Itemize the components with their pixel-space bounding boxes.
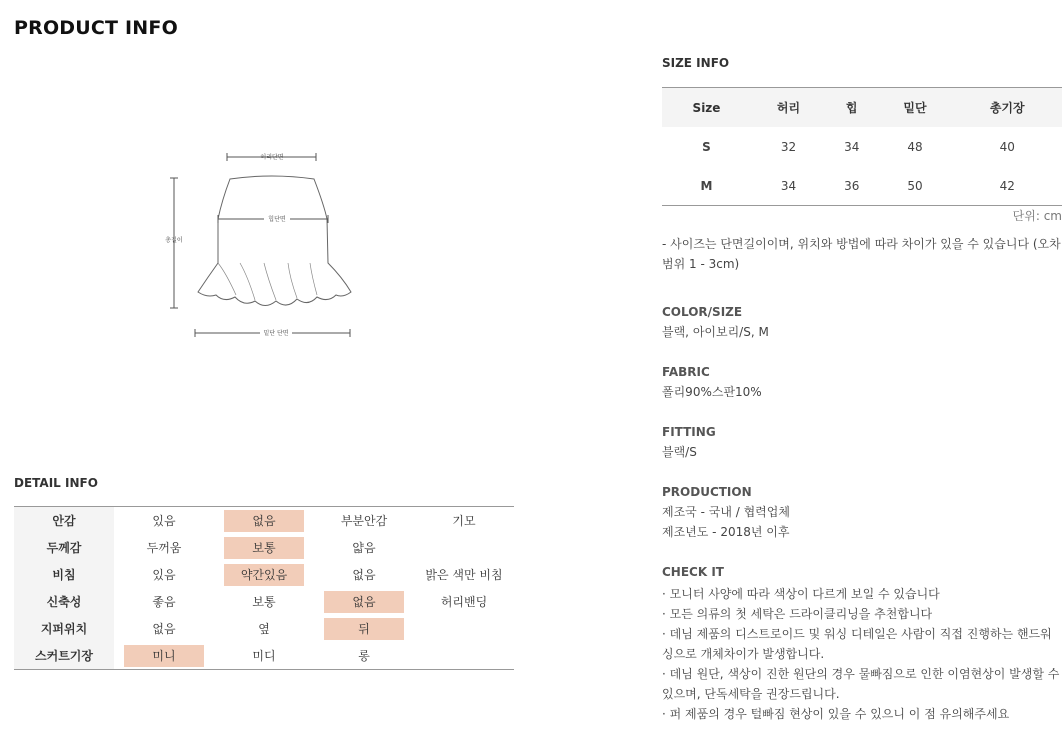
detail-option: 있음 [152, 567, 176, 582]
detail-option-cell [414, 588, 514, 615]
detail-option: 얇음 [352, 540, 376, 555]
detail-option: 옆 [258, 621, 270, 636]
detail-option: 기모 [452, 513, 476, 528]
detail-option [424, 535, 504, 557]
detail-option-cell [114, 534, 214, 561]
detail-option-cell [114, 561, 214, 588]
detail-option-selected: 뒤 [324, 618, 404, 640]
size-column-header: 총기장 [952, 88, 1062, 128]
production-title: PRODUCTION [662, 485, 752, 499]
detail-option: 미디 [252, 648, 276, 663]
detail-option-selected: 약간있음 [224, 564, 304, 586]
detail-option-selected: 보통 [224, 537, 304, 559]
fabric-title: FABRIC [662, 365, 710, 379]
detail-option-cell [314, 615, 414, 642]
detail-option-cell [114, 507, 214, 535]
detail-row-label: 지퍼위치 [14, 615, 114, 642]
size-column-header: 밑단 [877, 88, 952, 128]
detail-option [424, 616, 504, 638]
detail-option-cell [314, 642, 414, 670]
unit-label: 단위: cm [1012, 209, 1062, 223]
detail-row [14, 588, 514, 615]
detail-option-cell [214, 588, 314, 615]
detail-option: 밝은 색만 비침 [425, 567, 503, 582]
detail-option-selected: 미니 [124, 645, 204, 667]
size-cell: 48 [907, 139, 923, 154]
detail-option-cell [414, 615, 514, 642]
size-cell: 34 [780, 178, 797, 193]
detail-option: 좋음 [152, 594, 176, 609]
detail-option: 보통 [252, 594, 276, 609]
size-cell: 50 [907, 178, 923, 193]
detail-info-table [14, 506, 514, 670]
size-column-header: 힙 [826, 88, 877, 128]
check-it-item: · 모니터 사양에 따라 색상이 다르게 보일 수 있습니다 [662, 587, 940, 601]
detail-row-label: 안감 [14, 507, 114, 535]
size-cell: 42 [999, 178, 1015, 193]
check-it-list [662, 584, 1062, 724]
detail-option: 두꺼움 [146, 540, 182, 555]
length-label: 총길이 [165, 237, 183, 244]
detail-row [14, 642, 514, 670]
check-it-item: · 데님 제품의 디스트로이드 및 워싱 디테일은 사람이 직접 진행하는 핸드워싱으로 개체차이가 발생합니다. [662, 627, 1052, 661]
detail-option-cell [414, 561, 514, 588]
detail-option: 있음 [152, 513, 176, 528]
fabric-value: 폴리90%스판10% [662, 385, 762, 399]
detail-option-cell [414, 507, 514, 535]
size-cell: 32 [780, 139, 797, 154]
detail-option: 없음 [352, 567, 376, 582]
size-info-table [662, 87, 1062, 206]
check-it-item: · 퍼 제품의 경우 털빠짐 현상이 있을 수 있으니 이 점 유의해주세요 [662, 707, 1010, 721]
detail-info-title: DETAIL INFO [14, 476, 98, 490]
detail-option-cell [314, 561, 414, 588]
detail-option-cell [114, 588, 214, 615]
detail-row-label: 신축성 [14, 588, 114, 615]
detail-option-cell [214, 507, 314, 535]
size-row [662, 166, 1062, 206]
detail-row-label: 스커트기장 [14, 642, 114, 670]
size-note: - 사이즈는 단면길이이며, 위치와 방법에 따라 차이가 있을 수 있습니다 (오차범위 1 - 3cm) [662, 237, 1061, 271]
production-line1: 제조국 - 국내 / 협력업체 [662, 505, 790, 519]
hip-label: 힙단면 [268, 216, 286, 223]
size-column-header: Size [662, 88, 751, 128]
detail-option-cell [214, 642, 314, 670]
size-info-title: SIZE INFO [662, 56, 730, 70]
production-line2: 제조년도 - 2018년 이후 [662, 525, 790, 539]
skirt-size-diagram [160, 145, 360, 345]
fitting-title: FITTING [662, 425, 716, 439]
size-column-header: 허리 [751, 88, 826, 128]
detail-option-selected: 없음 [224, 510, 304, 532]
detail-row [14, 507, 514, 535]
size-row [662, 127, 1062, 166]
color-size-title: COLOR/SIZE [662, 305, 743, 319]
color-size-value: 블랙, 아이보리/S, M [662, 325, 769, 339]
detail-row [14, 561, 514, 588]
detail-option-cell [214, 615, 314, 642]
skirt-outline [198, 176, 351, 306]
fitting-value: 블랙/S [662, 445, 697, 459]
detail-option-cell [414, 642, 514, 670]
detail-option: 없음 [152, 621, 176, 636]
detail-row-label: 두께감 [14, 534, 114, 561]
detail-option-selected: 없음 [324, 591, 404, 613]
detail-option-cell [214, 561, 314, 588]
size-header-row [662, 88, 1062, 128]
detail-row-label: 비침 [14, 561, 114, 588]
size-cell: 36 [844, 178, 860, 193]
detail-option-cell [214, 534, 314, 561]
detail-option-cell [314, 588, 414, 615]
detail-row [14, 615, 514, 642]
page-title: PRODUCT INFO [14, 17, 178, 39]
size-cell: 34 [844, 139, 860, 154]
detail-option: 허리밴딩 [440, 594, 488, 609]
size-row-label: M [700, 178, 713, 193]
check-it-item: · 데님 원단, 색상이 진한 원단의 경우 물빠짐으로 인한 이염현상이 발생할 수 있으며, 단독세탁을 권장드립니다. [662, 667, 1060, 701]
hem-label: 밑단 단면 [263, 330, 289, 337]
detail-option-cell [414, 534, 514, 561]
check-it-item: · 모든 의류의 첫 세탁은 드라이클리닝을 추천합니다 [662, 607, 933, 621]
detail-option: 롱 [358, 648, 370, 663]
detail-option-cell [314, 534, 414, 561]
detail-option: 부분안감 [340, 513, 388, 528]
size-cell: 40 [999, 139, 1015, 154]
detail-option [424, 643, 504, 665]
size-row-label: S [702, 139, 711, 154]
detail-option-cell [114, 642, 214, 670]
detail-row [14, 534, 514, 561]
waist-label: 허리단면 [260, 154, 284, 161]
detail-option-cell [314, 507, 414, 535]
check-it-title: CHECK IT [662, 565, 724, 579]
detail-option-cell [114, 615, 214, 642]
